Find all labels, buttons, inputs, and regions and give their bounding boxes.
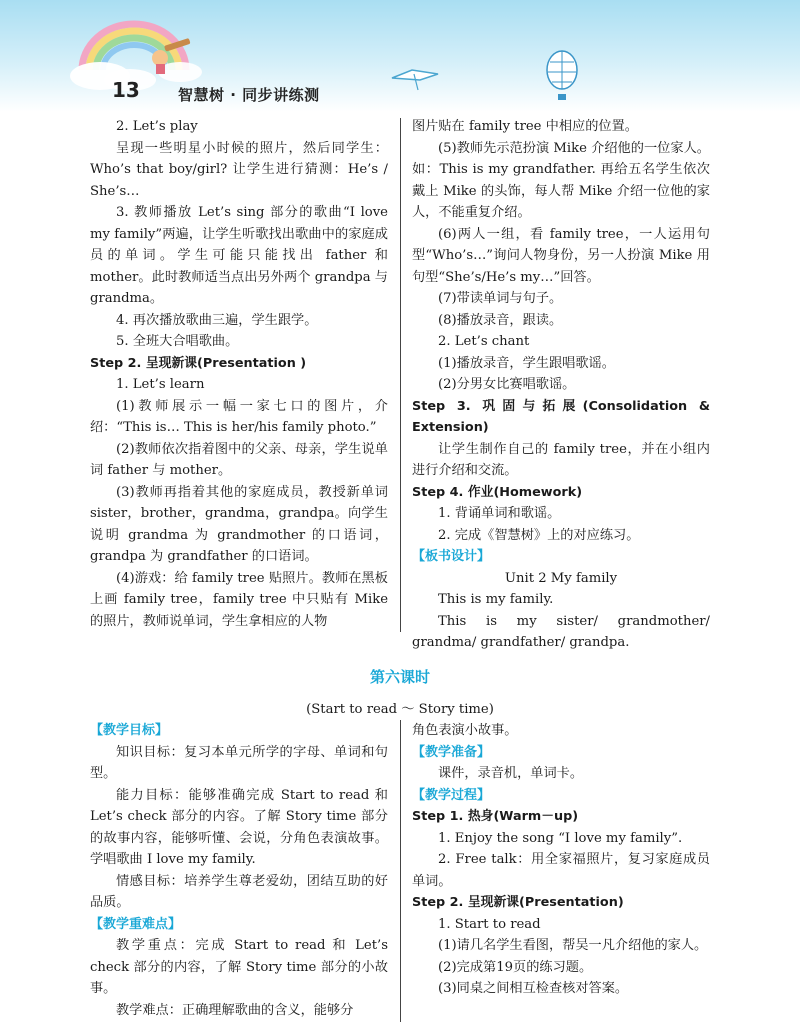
step-heading: Step 3. 巩固与拓展(Consolidation & Extension) [412, 398, 710, 435]
column-divider [400, 720, 401, 1022]
paragraph: (2)分男女比赛唱歌谣。 [438, 377, 576, 392]
bottom-right-column [412, 720, 710, 1000]
bottom-left-column [90, 720, 388, 1021]
paragraph: 呈现一些明星小时候的照片，然后同学生：Who’s that boy/girl? 让学生进行猜测：He’s / She’s… [90, 140, 388, 199]
lesson-subtitle: (Start to read ～ Story time) [306, 702, 494, 717]
paragraph: (4)游戏：给 family tree 贴照片。教师在黑板上画 family tree，family tree 中只贴有 Mike 的照片，教师说单词，学生拿相应的人物 [90, 570, 388, 629]
paragraph: 2. Let’s play [116, 119, 198, 134]
paragraph: 1. Enjoy the song “I love my family”. [438, 830, 683, 846]
paragraph: (2)完成第19页的练习题。 [438, 959, 593, 975]
paragraph: 能力目标：能够准确完成 Start to read 和 Let’s check 部分的内容。了解 Story time 部分的故事内容，能够听懂、会说，分角色表演故事。学唱歌曲 I love my family. [90, 787, 388, 867]
paragraph: (1)教师展示一幅一家七口的图片，介绍：“This is… This is her/his family photo.” [90, 398, 388, 435]
paragraph: 4. 再次播放歌曲三遍，学生跟学。 [116, 312, 318, 328]
paragraph: 图片贴在 family tree 中相应的位置。 [412, 119, 638, 134]
paragraph: 角色表演小故事。 [412, 723, 518, 738]
board-unit-title: Unit 2 My family [504, 570, 618, 586]
paragraph: (1)播放录音，学生跟唱歌谣。 [438, 355, 615, 371]
step-heading: Step 4. 作业(Homework) [412, 484, 583, 500]
section-tag-board-design: 【板书设计】 [412, 549, 491, 564]
paragraph: 1. Let’s learn [116, 377, 205, 392]
paragraph: 课件，录音机，单词卡。 [438, 766, 584, 781]
paragraph: 1. Start to read [438, 916, 541, 932]
glider-icon [392, 70, 438, 90]
lesson-title: 第六课时 [369, 668, 430, 686]
step-heading: Step 2. 呈现新课(Presentation) [412, 895, 624, 910]
top-right-column [412, 116, 710, 654]
paragraph: (6)两人一组，看 family tree，一人运用句型“Who’s…”询问人物身份，另一人扮演 Mike 用句型“She’s/He’s my…”回答。 [412, 226, 710, 285]
paragraph: 2. Free talk：用全家福照片，复习家庭成员单词。 [412, 852, 710, 889]
paragraph: 2. Let’s chant [438, 334, 530, 349]
step-heading: Step 2. 呈现新课(Presentation ) [90, 355, 307, 371]
paragraph: 情感目标：培养学生尊老爱幼，团结互助的好品质。 [90, 873, 388, 910]
paragraph: (3)教师再指着其他的家庭成员，教授新单词 sister，brother，grandma，grandpa。向学生说明 grandma 为 grandmother 的口语词，grandpa 为 grandfather 的口语词。 [90, 484, 388, 564]
paragraph: 知识目标：复习本单元所学的字母、单词和句型。 [90, 744, 388, 781]
paragraph: 3. 教师播放 Let’s sing 部分的歌曲“I love my family”两遍，让学生听歌找出歌曲中的家庭成员的单词。学生可能只能找出 father 和 mother。此时教师适当点出另外两个 grandpa 与 grandma。 [90, 205, 388, 306]
paragraph: (7)带读单词与句子。 [438, 291, 563, 306]
paragraph: 1. 背诵单词和歌谣。 [438, 506, 561, 521]
paragraph: 让学生制作自己的 family tree，并在小组内进行介绍和交流。 [412, 441, 710, 478]
section-tag-key-points: 【教学重难点】 [90, 916, 182, 932]
paragraph: (3)同桌之间相互检查核对答案。 [438, 981, 629, 996]
paragraph: 5. 全班大合唱歌曲。 [116, 334, 239, 349]
section-tag-objectives: 【教学目标】 [90, 723, 169, 738]
page-number: 13 [112, 78, 140, 102]
paragraph: (8)播放录音，跟读。 [438, 312, 563, 328]
paragraph: 教学难点：正确理解歌曲的含义，能够分 [116, 1002, 354, 1018]
board-line: This is my family. [438, 592, 554, 607]
board-line: This is my sister/ grandmother/ grandma/ grandfather/ grandpa. [412, 613, 710, 650]
header-banner [0, 0, 800, 112]
paragraph: 教学重点：完成 Start to read 和 Let’s check 部分的内容，了解 Story time 部分的小故事。 [90, 938, 388, 996]
series-title: 智慧树 · 同步讲练测 [178, 86, 320, 104]
column-divider [400, 118, 401, 632]
paragraph: (5)教师先示范扮演 Mike 介绍他的一位家人。如：This is my grandfather. 再给五名学生依次戴上 Mike 的头饰，每人帮 Mike 介绍一位他的家人，不能重复介绍。 [412, 140, 710, 220]
paragraph: 2. 完成《智慧树》上的对应练习。 [438, 527, 640, 543]
step-heading: Step 1. 热身(Warm－up) [412, 809, 579, 824]
section-tag-preparation: 【教学准备】 [412, 744, 491, 760]
paragraph: (2)教师依次指着图中的父亲、母亲，学生说单词 father 与 mother。 [90, 441, 388, 478]
paragraph: (1)请几名学生看图，帮吴一凡介绍他的家人。 [438, 938, 708, 953]
top-left-column [90, 116, 388, 632]
section-tag-process: 【教学过程】 [412, 787, 491, 803]
hot-air-balloon-icon [547, 51, 577, 100]
